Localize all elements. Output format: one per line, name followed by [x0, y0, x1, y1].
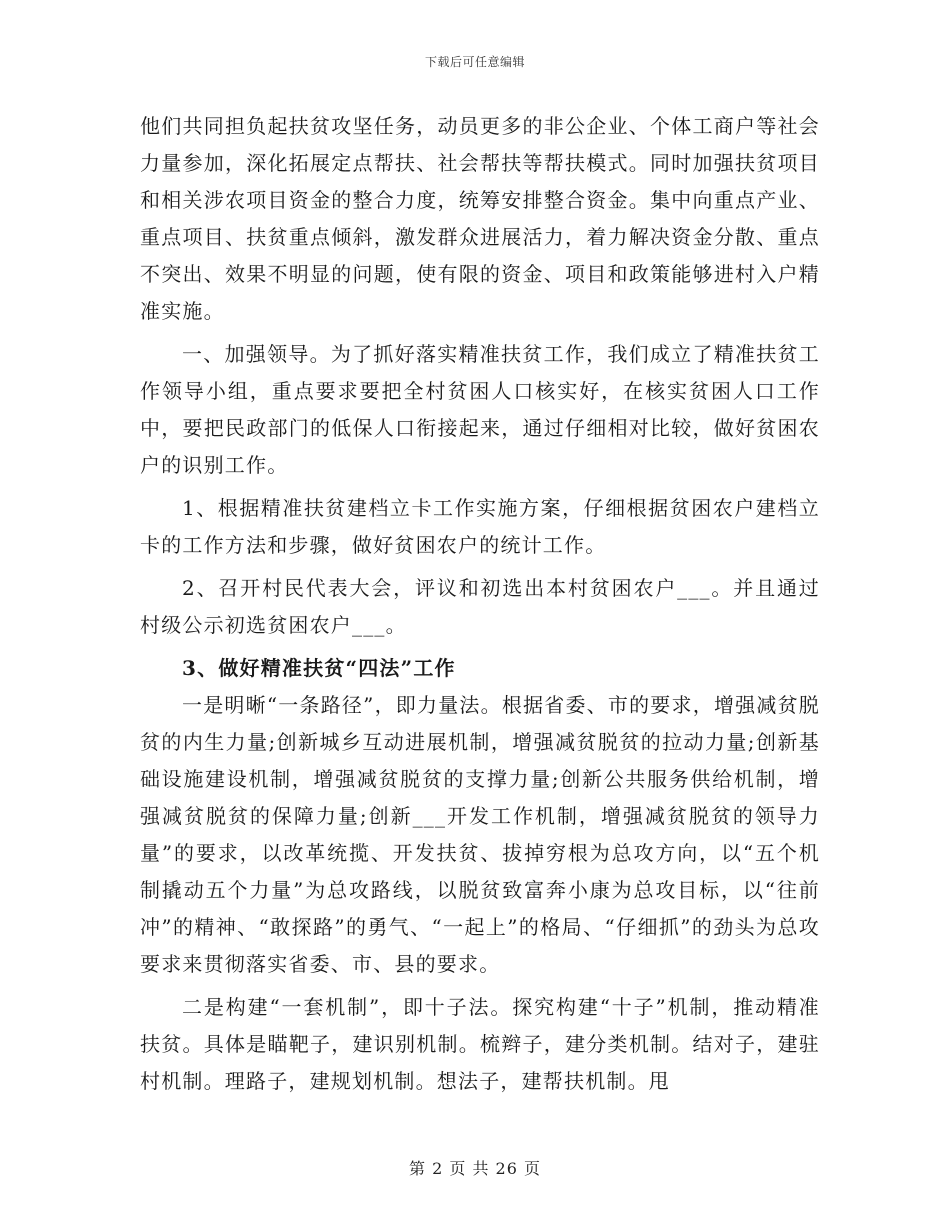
- paragraph-leadership: 一、加强领导。为了抓好落实精准扶贫工作，我们成立了精准扶贫工作领导小组，重点要求要把全村贫困人口核实好，在核实贫困人口工作中，要把民政部门的低保人口衔接起来，通过仔细相对比较，做好贫困农户的识别工作。: [140, 342, 820, 477]
- section-heading-four-methods: 3、做好精准扶贫“四法”工作: [182, 656, 456, 680]
- paragraph-intro: 他们共同担负起扶贫攻坚任务，动员更多的非公企业、个体工商户等社会力量参加，深化拓展定点帮扶、社会帮扶等帮扶模式。同时加强扶贫项目和相关涉农项目资金的整合力度，统筹安排整合资金。集中向重点产业、重点项目、扶贫重点倾斜，激发群众进展活力，着力解决资金分散、重点不突出、效果不明显的问题，使有限的资金、项目和政策能够进村入户精准实施。: [140, 114, 820, 323]
- paragraph-item-2: 2、召开村民代表大会，评议和初选出本村贫困农户___。并且通过村级公示初选贫困农户___。: [140, 576, 820, 637]
- page-footer: 第 2 页 共 26 页: [409, 1159, 541, 1178]
- document-body: [140, 108, 820, 1100]
- paragraph-item-1: 1、根据精准扶贫建档立卡工作实施方案，仔细根据贫困农户建档立卡的工作方法和步骤，做好贫困农户的统计工作。: [140, 496, 820, 557]
- page-header: 下载后可任意编辑: [424, 55, 525, 69]
- paragraph-method-two: 二是构建“一套机制”，即十子法。探究构建“十子”机制，推动精准扶贫。具体是瞄靶子，建识别机制。梳辫子，建分类机制。结对子，建驻村机制。理路子，建规划机制。想法子，建帮扶机制。甩: [140, 995, 820, 1093]
- paragraph-method-one: 一是明晰“一条路径”，即力量法。根据省委、市的要求，增强减贫脱贫的内生力量;创新城乡互动进展机制，增强减贫脱贫的拉动力量;创新基础设施建设机制，增强减贫脱贫的支撑力量;创新公共服务供给机制，增强减贫脱贫的保障力量;创新___开发工作机制，增强减贫脱贫的领导力量”的要求，以改革统揽、开发扶贫、拔掉穷根为总攻方向，以“五个机制撬动五个力量”为总攻路线，以脱贫致富奔小康为总攻目标，以“往前冲”的精神、“敢探路”的勇气、“一起上”的格局、“仔细抓”的劲头为总攻要求来贯彻落实省委、市、县的要求。: [140, 693, 820, 976]
